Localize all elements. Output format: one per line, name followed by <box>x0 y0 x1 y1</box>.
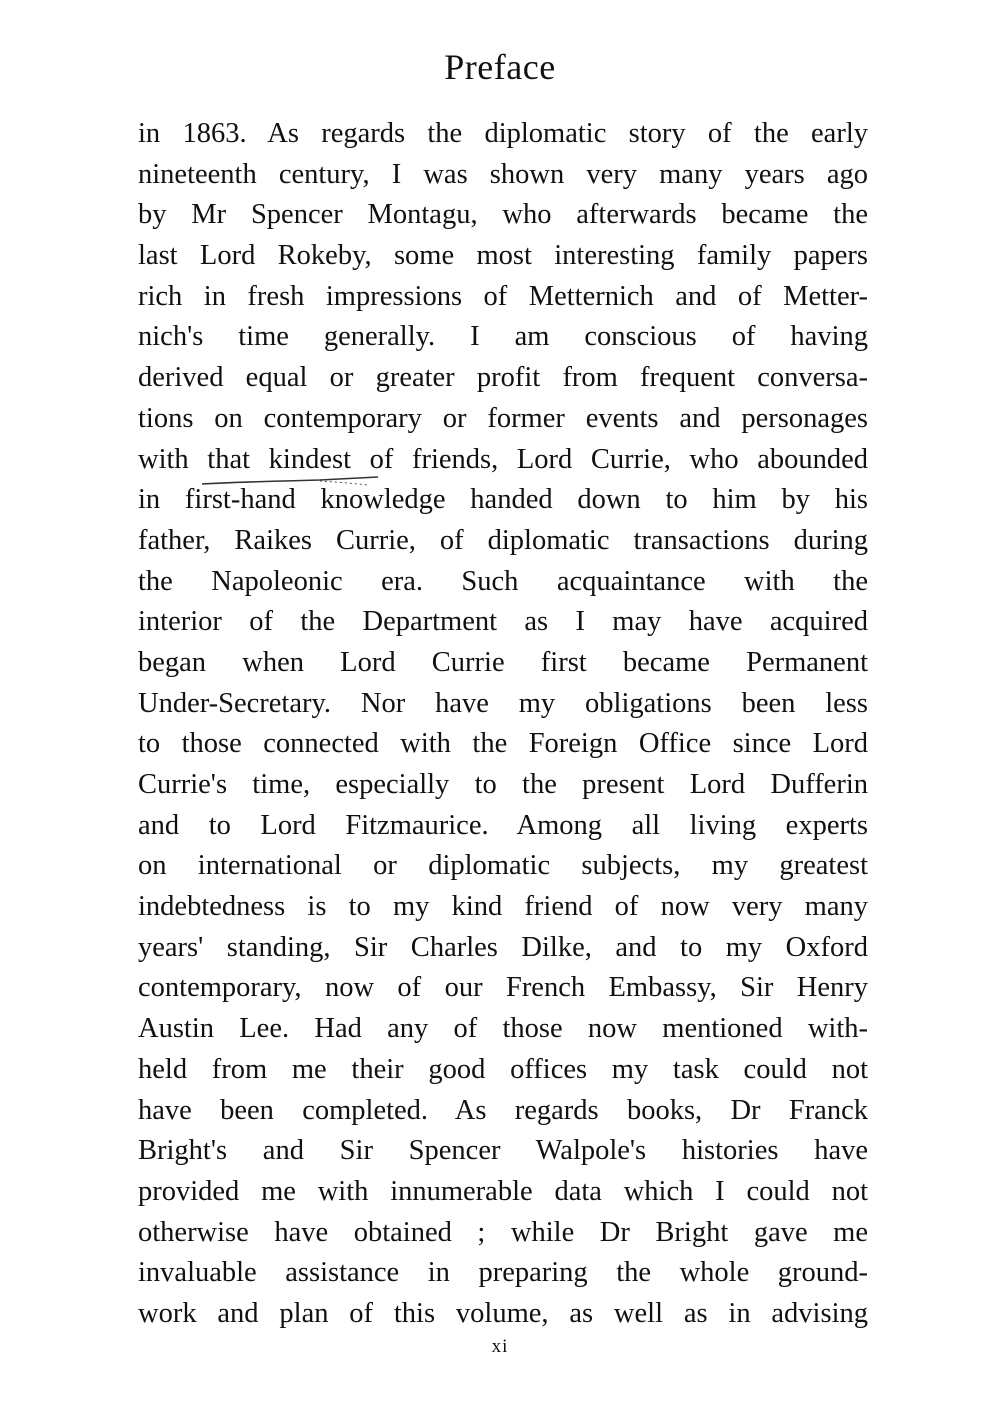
text-line: and to Lord Fitzmaurice. Among all living experts <box>138 809 868 841</box>
text-line: tions on contemporary or former events and personages <box>138 402 868 434</box>
text-line: provided me with innumerable data which I could not <box>138 1175 868 1207</box>
text-line: years' standing, Sir Charles Dilke, and to my Oxford <box>138 931 868 963</box>
text-line: nich's time generally. I am conscious of having <box>138 321 868 353</box>
text-line: in first-hand knowledge handed down to him by his <box>138 484 868 516</box>
text-line: indebtedness is to my kind friend of now very many <box>138 891 868 923</box>
text-line: nineteenth century, I was shown very many years ago <box>138 158 868 190</box>
text-line: in 1863. As regards the diplomatic story of the early <box>138 118 868 149</box>
text-line: by Mr Spencer Montagu, who afterwards became the <box>138 199 868 231</box>
text-line: contemporary, now of our French Embassy, Sir Henry <box>138 972 868 1004</box>
text-line: the Napoleonic era. Such acquaintance with the <box>138 565 868 597</box>
body-text <box>138 114 868 1335</box>
text-line: derived equal or greater profit from frequent conversa- <box>138 362 868 394</box>
text-line: began when Lord Currie first became Permanent <box>138 646 868 678</box>
text-line: Bright's and Sir Spencer Walpole's histories have <box>138 1135 868 1167</box>
text-line: otherwise have obtained ; while Dr Bright gave me <box>138 1216 868 1248</box>
text-line: work and plan of this volume, as well as in advising <box>138 1297 868 1329</box>
text-line: on international or diplomatic subjects, my greatest <box>138 850 868 882</box>
text-line: Austin Lee. Had any of those now mentioned with- <box>138 1013 868 1045</box>
text-line: to those connected with the Foreign Office since Lord <box>138 728 868 760</box>
page-number: xi <box>491 1336 509 1357</box>
text-line: Under-Secretary. Nor have my obligations been less <box>138 687 868 719</box>
text-line: Currie's time, especially to the present Lord Dufferin <box>138 769 868 800</box>
text-line: with that kindest of friends, Lord Currie, who abounded <box>138 443 868 475</box>
text-line: father, Raikes Currie, of diplomatic transactions during <box>138 524 868 556</box>
text-line: invaluable assistance in preparing the whole ground- <box>138 1257 868 1289</box>
running-head-title: Preface <box>444 47 556 87</box>
text-line: have been completed. As regards books, Dr Franck <box>138 1094 868 1126</box>
text-line: last Lord Rokeby, some most interesting family papers <box>138 240 868 272</box>
text-line: interior of the Department as I may have acquired <box>138 606 868 638</box>
text-line: rich in fresh impressions of Metternich and of Metter- <box>138 280 868 312</box>
text-line: held from me their good offices my task could not <box>138 1053 868 1085</box>
